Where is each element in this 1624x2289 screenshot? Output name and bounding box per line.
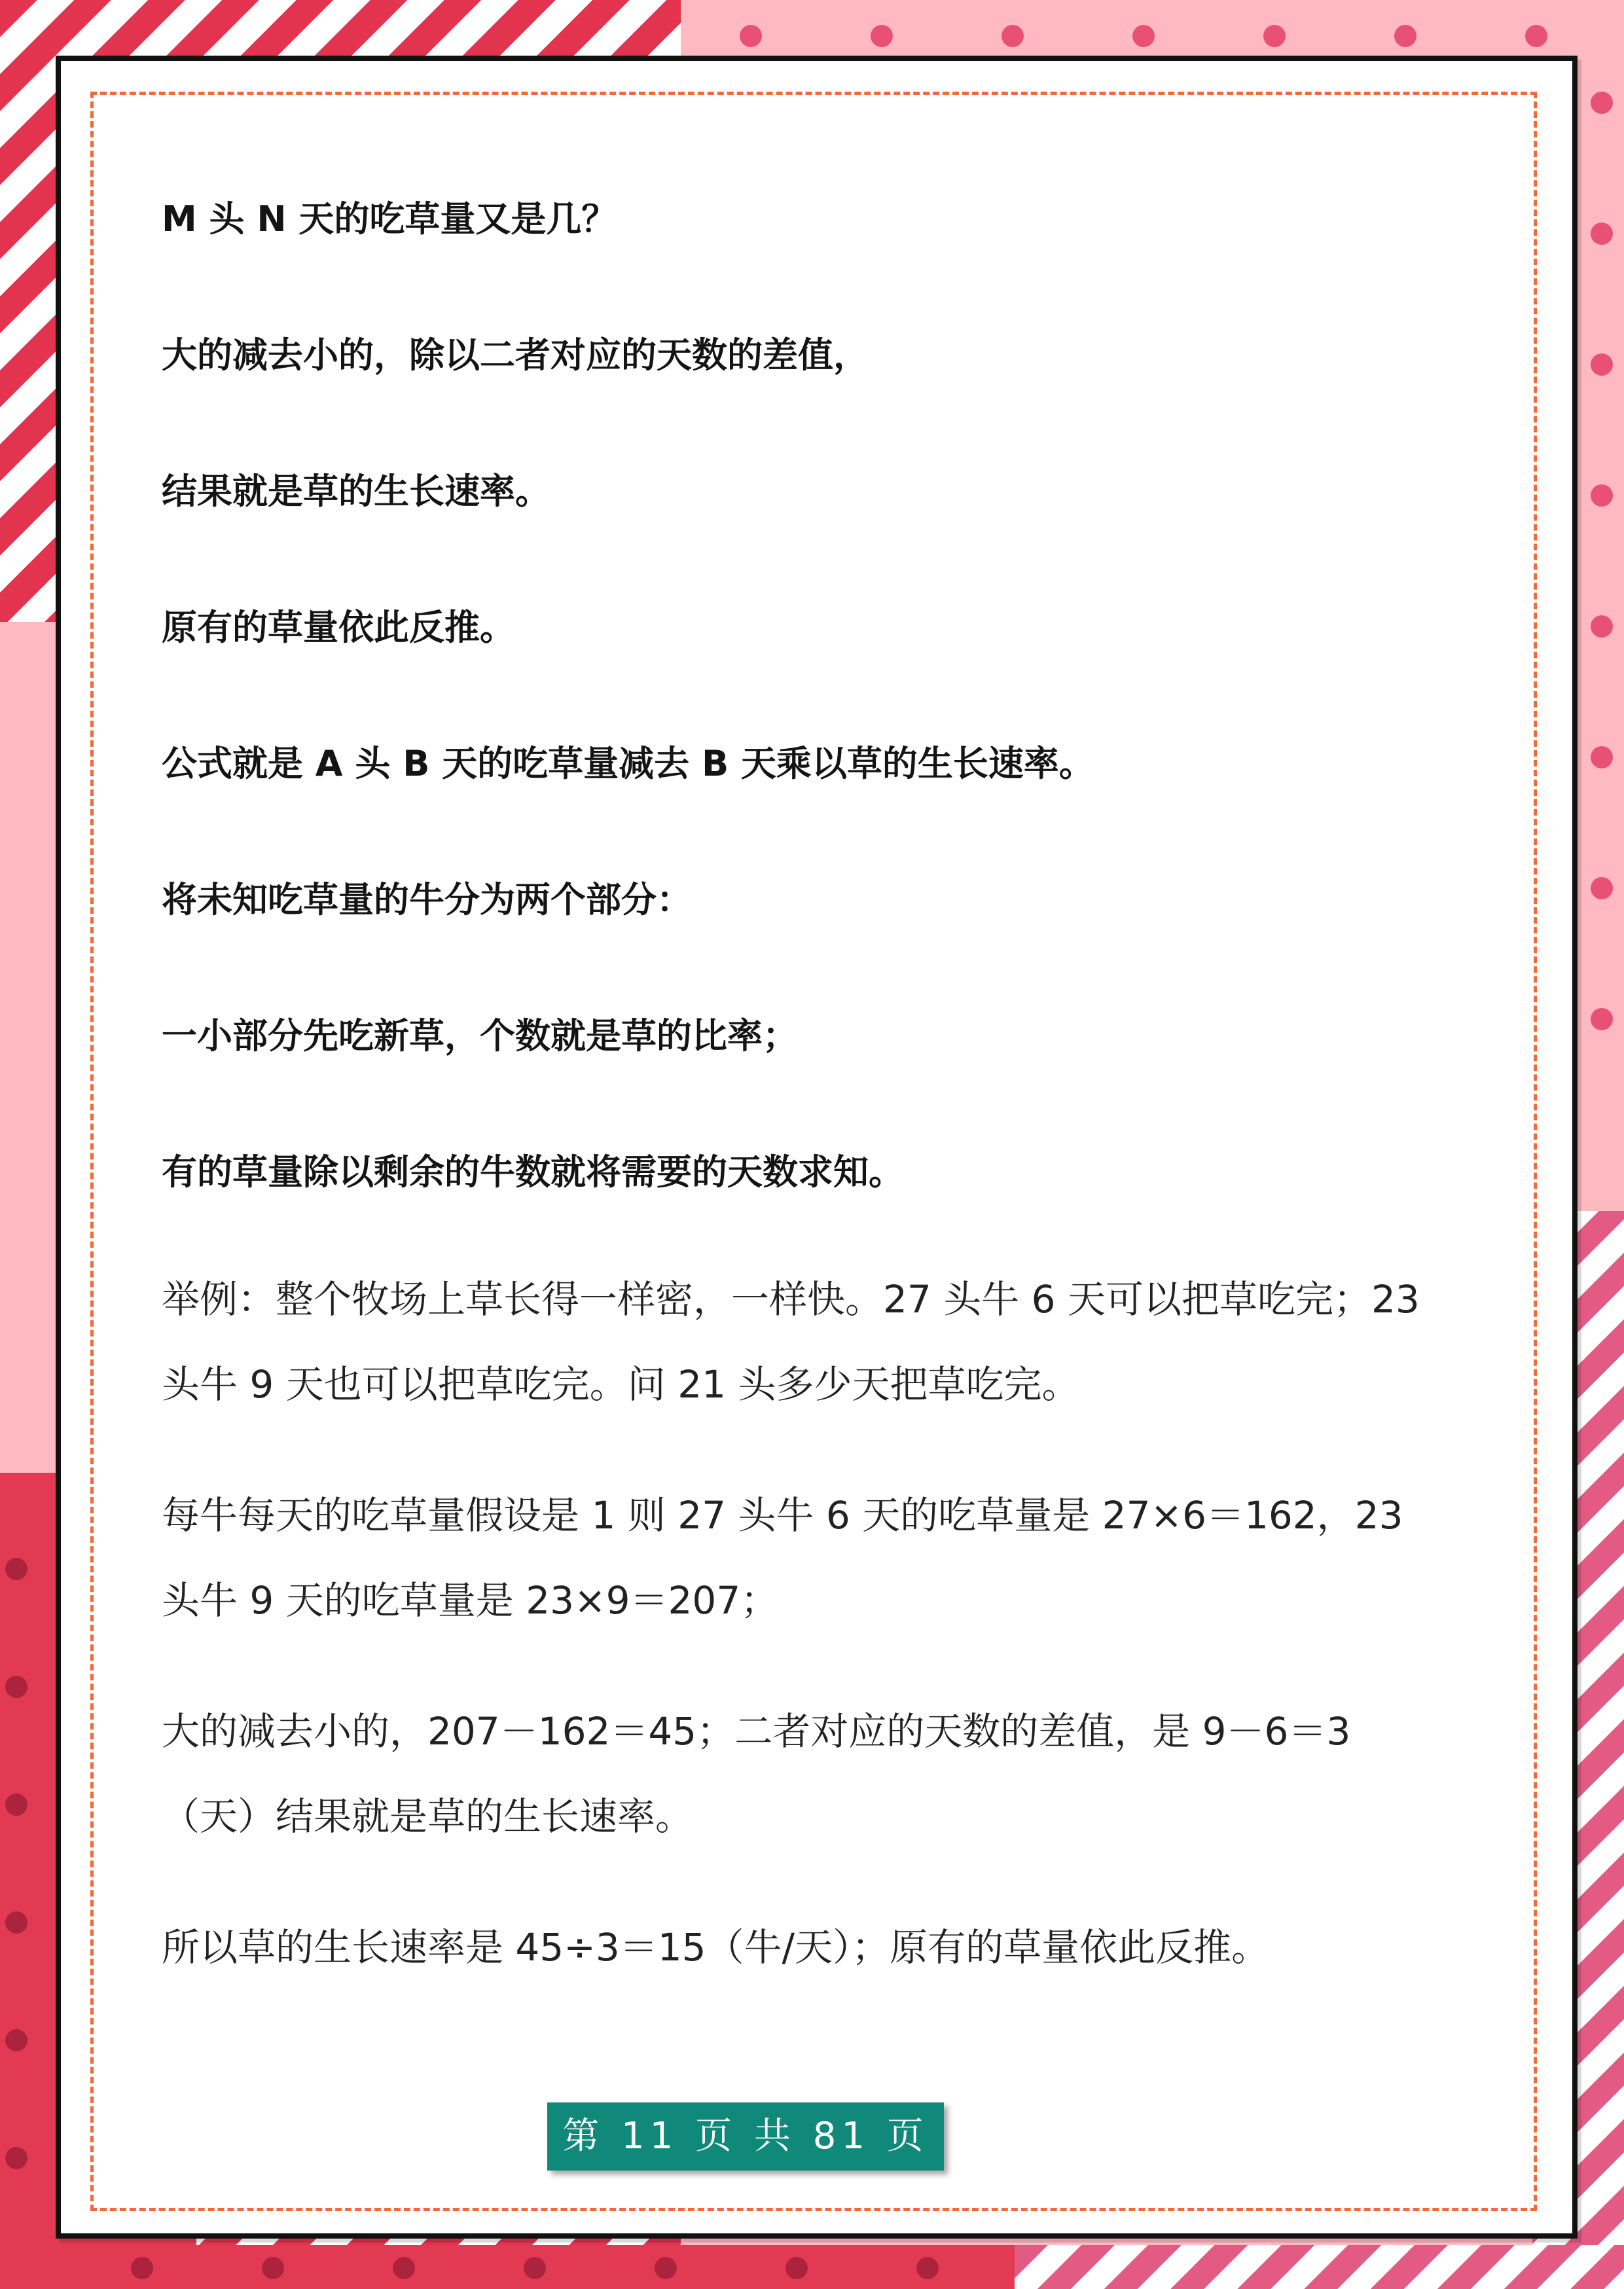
bold-line: 一小部分先吃新草，个数就是草的比率； [162,1015,798,1056]
decorative-dot [1263,25,1286,47]
decorative-dot [1591,615,1613,638]
bold-line: 公式就是 A 头 B 天的吃草量减去 B 天乘以草的生长速率。 [162,743,1094,784]
decorative-dot [1591,92,1613,114]
decorative-dot [5,2029,27,2051]
decorative-dot [1591,877,1613,899]
decorative-dot [1591,746,1613,768]
paragraph: 举例：整个牧场上草长得一样密，一样快。27 头牛 6 天可以把草吃完；23 头牛 9 天也可以把草吃完。问 21 头多少天把草吃完。 [162,1277,1420,1407]
bold-line: 有的草量除以剩余的牛数就将需要的天数求知。 [162,1151,904,1193]
decorative-dot [1591,223,1613,245]
decorative-dot [5,1676,27,1698]
decorative-dot [1525,25,1547,47]
decorative-dot [524,2257,546,2279]
background-stripes-bottom-right [1015,2245,1624,2289]
decorative-dot [1591,484,1613,507]
decorative-dot [785,2257,808,2279]
decorative-dot [131,2257,153,2279]
decorative-dot [916,2257,939,2279]
bold-line: M 头 N 天的吃草量又是几？ [162,198,617,240]
decorative-dot [5,2147,27,2169]
decorative-dot [1591,1008,1613,1030]
decorative-dot [1132,25,1155,47]
page-number-badge: 第 11 页 共 81 页 [547,2102,944,2171]
decorative-dot [1394,25,1416,47]
bold-line: 结果就是草的生长速率。 [162,471,550,512]
bold-line: 原有的草量依此反推。 [162,607,515,648]
decorative-dot [871,25,893,47]
decorative-dot [262,2257,284,2279]
decorative-dot [740,25,762,47]
decorative-dot [393,2257,415,2279]
paragraph: 所以草的生长速率是 45÷3＝15（牛/天）；原有的草量依此反推。 [162,1925,1270,1970]
decorative-dot [655,2257,677,2279]
bold-line: 大的减去小的，除以二者对应的天数的差值， [162,334,869,376]
paragraph: 每牛每天的吃草量假设是 1 则 27 头牛 6 天的吃草量是 27×6＝162，23 头牛 9 天的吃草量是 23×9＝207； [162,1493,1403,1623]
decorative-dot [5,1793,27,1816]
decorative-dot [1591,353,1613,376]
decorative-dot [5,1558,27,1580]
paragraph: 大的减去小的，207－162＝45；二者对应的天数的差值，是 9－6＝3（天）结果就是草的生长速率。 [162,1709,1351,1839]
bold-line: 将未知吃草量的牛分为两个部分： [162,879,692,920]
decorative-dot [5,1911,27,1934]
page-content [162,196,1438,2036]
decorative-dot [1001,25,1024,47]
